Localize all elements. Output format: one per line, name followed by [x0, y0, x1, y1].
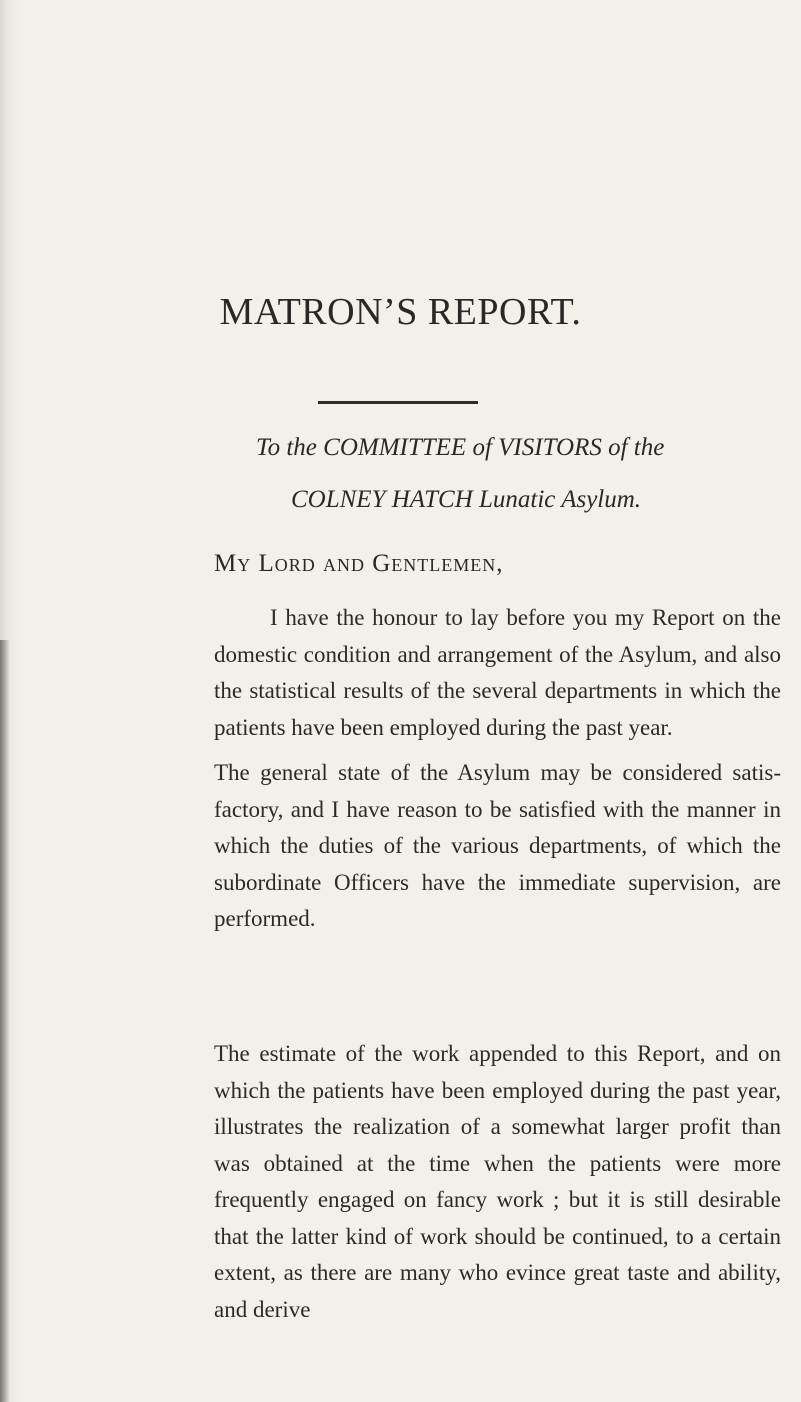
binding-shadow — [0, 640, 10, 1402]
title-rule — [318, 401, 478, 404]
paragraph-1: I have the honour to lay before you my Report on the domestic condition and arrangement of the Asylum, and also the statistical results of the several departments in which the patients have been employed during the past year. — [214, 605, 781, 740]
address-line-1: To the COMMITTEE of VISITORS of the — [256, 434, 665, 461]
address-line-2: COLNEY HATCH Lunatic Asylum. — [291, 486, 642, 513]
salutation: My Lord and Gentlemen, — [214, 550, 504, 577]
page-title: MATRON’S REPORT. — [219, 291, 582, 333]
paragraph-3: The estimate of the work appended to this Report, and on which the patients have been employed during the past year, illustrates the realization of a somewhat larger profit than was obtained at the time when the patients were more frequently engaged on fancy work ; but it is still desirable that the latter kind of work should be continued, to a certain extent, as there are many who evince great taste and ability, and derive — [214, 1041, 781, 1322]
paragraph-2: The general state of the Asylum may be considered satis- factory, and I have reason to be satisfied with the manner in which the duties of the various departments, of which the subordinate Officers have the immediate supervision, are performed. — [214, 760, 781, 931]
